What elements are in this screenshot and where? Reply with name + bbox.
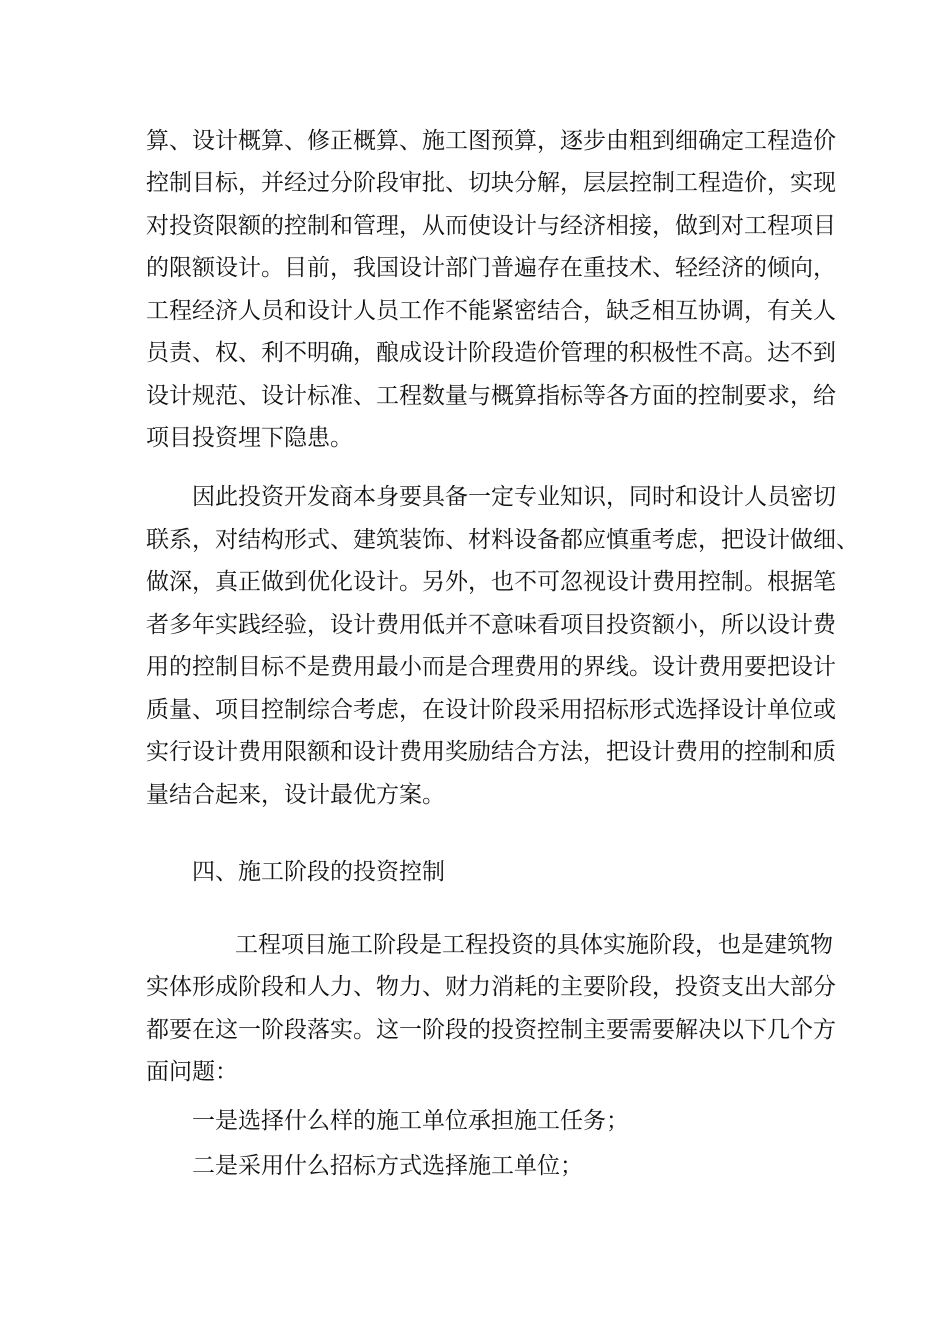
paragraph-line: 做深，真正做到优化设计。另外，也不可忽视设计费用控制。根据笔 bbox=[146, 569, 836, 595]
paragraph-line: 实行设计费用限额和设计费用奖励结合方法，把设计费用的控制和质 bbox=[146, 739, 836, 765]
paragraph-line: 设计规范、设计标准、工程数量与概算指标等各方面的控制要求，给 bbox=[146, 383, 836, 409]
paragraph-line: 因此投资开发商本身要具备一定专业知识，同时和设计人员密切 bbox=[192, 484, 836, 510]
paragraph-line: 控制目标，并经过分阶段审批、切块分解，层层控制工程造价，实现 bbox=[146, 170, 836, 196]
paragraph-line: 用的控制目标不是费用最小而是合理费用的界线。设计费用要把设计 bbox=[146, 654, 836, 680]
paragraph-line: 者多年实践经验，设计费用低并不意味看项目投资额小，所以设计费 bbox=[146, 612, 836, 638]
paragraph-line: 的限额设计。目前，我国设计部门普遍存在重技术、轻经济的倾向， bbox=[146, 255, 836, 281]
paragraph-line: 实体形成阶段和人力、物力、财力消耗的主要阶段，投资支出大部分 bbox=[146, 974, 836, 1000]
list-item: 一是选择什么样的施工单位承担施工任务； bbox=[192, 1108, 629, 1134]
paragraph-line: 都要在这一阶段落实。这一阶段的投资控制主要需要解决以下几个方 bbox=[146, 1017, 836, 1043]
paragraph-line: 量结合起来，设计最优方案。 bbox=[146, 782, 445, 808]
paragraph-line: 联系，对结构形式、建筑装饰、材料设备都应慎重考虑，把设计做细、 bbox=[146, 527, 859, 553]
paragraph-line: 工程经济人员和设计人员工作不能紧密结合，缺乏相互协调，有关人 bbox=[146, 298, 836, 324]
paragraph-line: 工程项目施工阶段是工程投资的具体实施阶段，也是建筑物 bbox=[235, 932, 833, 958]
paragraph-line: 员责、权、利不明确，酿成设计阶段造价管理的积极性不高。达不到 bbox=[146, 340, 836, 366]
paragraph-line: 算、设计概算、修正概算、施工图预算，逐步由粗到细确定工程造价 bbox=[146, 128, 836, 154]
paragraph-line: 质量、项目控制综合考虑，在设计阶段采用招标形式选择设计单位或 bbox=[146, 697, 836, 723]
list-item: 二是采用什么招标方式选择施工单位； bbox=[192, 1153, 583, 1179]
section-heading: 四、施工阶段的投资控制 bbox=[192, 859, 445, 885]
paragraph-line: 对投资限额的控制和管理，从而使设计与经济相接，做到对工程项目 bbox=[146, 213, 836, 239]
paragraph-line: 项目投资埋下隐患。 bbox=[146, 425, 353, 451]
paragraph-line: 面问题： bbox=[146, 1059, 238, 1085]
